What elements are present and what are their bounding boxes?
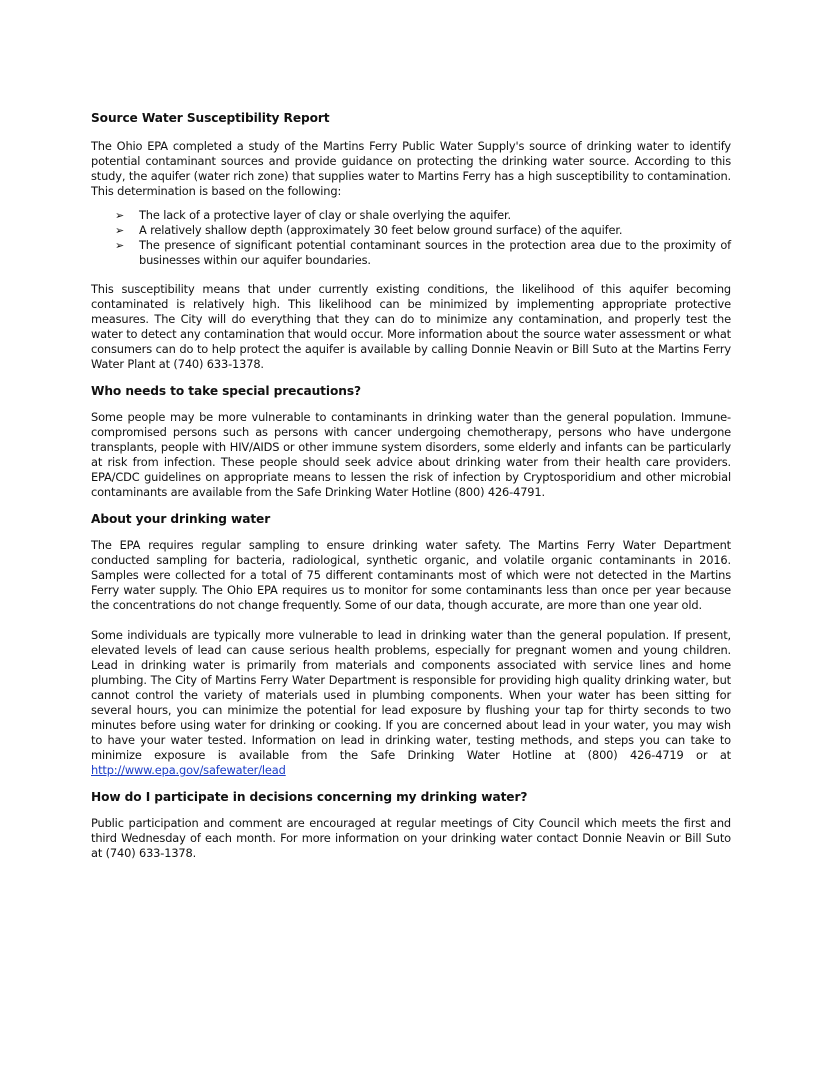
bullet-text: The lack of a protective layer of clay or shale overlying the aquifer. xyxy=(139,208,511,222)
document-page xyxy=(91,110,731,861)
participation-body: Public participation and comment are encouraged at regular meetings of City Council which meets the first and third Wednesday of each month. For more information on your drinking water contact Donnie Neavin or Bill Suto at (740) 633-1378. xyxy=(91,816,731,860)
lead-information-text: Some individuals are typically more vulnerable to lead in drinking water than the general population. If present, elevated levels of lead can cause serious health problems, especially for pregnant women and young children. Lead in drinking water is primarily from materials and components associated with service lines and home plumbing. The City of Martins Ferry Water Department is responsible for providing high quality drinking water, but cannot control the variety of materials used in plumbing components. When your water has been sitting for several hours, you can minimize the potential for lead exposure by flushing your tap for thirty seconds to two minutes before using water for drinking or cooking. If you are concerned about lead in your water, you may wish to have your water tested. Information on lead in drinking water, testing methods, and steps you can take to minimize exposure is available from the Safe Drinking Water Hotline at (800) 426-4719 or at xyxy=(91,628,731,762)
arrow-bullet-icon: ➢ xyxy=(115,239,125,252)
susceptibility-explanation: This susceptibility means that under currently existing conditions, the likelihood of this aquifer becoming contaminated is relatively high. This likelihood can be minimized by implementing appropriate protective measures. The City will do everything that they can do to minimize any contamination, and properly test the water to detect any contamination that would occur. More information about the source water assessment or what consumers can do to help protect the aquifer is available by calling Donnie Neavin or Bill Suto at the Martins Ferry Water Plant at (740) 633-1378. xyxy=(91,282,731,371)
arrow-bullet-icon: ➢ xyxy=(115,209,125,222)
epa-lead-link[interactable]: http://www.epa.gov/safewater/lead xyxy=(91,763,286,777)
paragraph-spacer xyxy=(91,613,731,628)
bullet-text: A relatively shallow depth (approximately 30 feet below ground surface) of the aquifer. xyxy=(139,223,623,237)
source-water-intro: The Ohio EPA completed a study of the Martins Ferry Public Water Supply's source of drinking water to identify potential contaminant sources and provide guidance on protecting the drinking water source. According to this study, the aquifer (water rich zone) that supplies water to Martins Ferry has a high susceptibility to contamination. This determination is based on the following: xyxy=(91,139,731,198)
section-heading-source-water: Source Water Susceptibility Report xyxy=(91,111,330,125)
arrow-bullet-icon: ➢ xyxy=(115,224,125,237)
section-heading-participation: How do I participate in decisions concerning my drinking water? xyxy=(91,790,528,804)
bullet-text: The presence of significant potential contaminant sources in the protection area due to the proximity of businesses within our aquifer boundaries. xyxy=(139,238,731,267)
bullet-item xyxy=(91,208,731,223)
lead-information-body xyxy=(91,628,731,778)
special-precautions-body: Some people may be more vulnerable to contaminants in drinking water than the general population. Immune-compromised persons such as persons with cancer undergoing chemotherapy, persons who have undergone transplants, people with HIV/AIDS or other immune system disorders, some elderly and infants can be particularly at risk from infection. These people should seek advice about drinking water from their health care providers. EPA/CDC guidelines on appropriate means to lessen the risk of infection by Cryptosporidium and other microbial contaminants are available from the Safe Drinking Water Hotline (800) 426-4791. xyxy=(91,410,731,499)
section-heading-drinking-water: About your drinking water xyxy=(91,512,271,526)
section-heading-special-precautions: Who needs to take special precautions? xyxy=(91,384,361,398)
bullet-item xyxy=(91,223,731,238)
susceptibility-bullet-list xyxy=(91,208,731,268)
drinking-water-sampling-body: The EPA requires regular sampling to ensure drinking water safety. The Martins Ferry Water Department conducted sampling for bacteria, radiological, synthetic organic, and volatile organic contaminants in 2016. Samples were collected for a total of 75 different contaminants most of which were not detected in the Martins Ferry water supply. The Ohio EPA requires us to monitor for some contaminants less than once per year because the concentrations do not change frequently. Some of our data, though accurate, are more than one year old. xyxy=(91,538,731,612)
bullet-item xyxy=(91,238,731,268)
